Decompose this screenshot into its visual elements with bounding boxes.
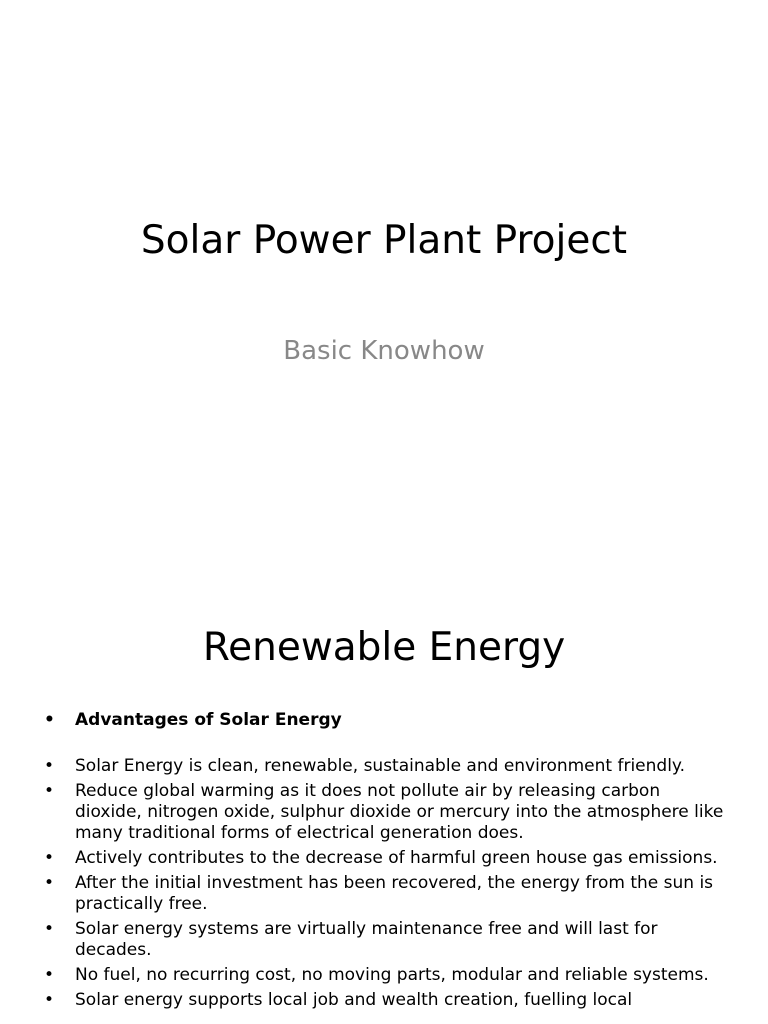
- bullet-icon: •: [44, 965, 55, 985]
- bullet-item: [42, 990, 732, 1011]
- bullet-heading-text: Advantages of Solar Energy: [75, 710, 342, 730]
- slide-heading: Renewable Energy: [202, 625, 566, 670]
- bullet-item: [42, 848, 732, 869]
- bullet-icon: •: [44, 781, 55, 801]
- bullet-item: [42, 781, 732, 844]
- bullet-text: No fuel, no recurring cost, no moving parts, modular and reliable systems.: [75, 965, 709, 985]
- bullet-text: After the initial investment has been recovered, the energy from the sun is practically free.: [75, 873, 714, 914]
- bullet-text: Solar energy supports local job and wealth creation, fuelling local: [75, 990, 633, 1010]
- bullet-icon: •: [44, 873, 55, 893]
- bullet-icon: •: [44, 919, 55, 939]
- slide-renewable-energy: [0, 576, 768, 1024]
- bullet-text: Actively contributes to the decrease of harmful green house gas emissions.: [75, 848, 718, 868]
- bullet-icon: •: [44, 990, 55, 1010]
- bullet-heading: [42, 710, 732, 731]
- bullet-text: Reduce global warming as it does not pollute air by releasing carbon dioxide, nitrogen oxide, sulphur dioxide or mercury into the atmosphere like many traditional forms of electrical generation does.: [75, 781, 724, 843]
- slide-title-heading: Solar Power Plant Project: [140, 218, 628, 263]
- slide-subtitle: Basic Knowhow: [283, 336, 485, 366]
- bullet-item: [42, 919, 732, 961]
- bullet-icon: •: [44, 756, 55, 776]
- bullet-icon: •: [44, 710, 55, 730]
- bullet-item: [42, 756, 732, 777]
- bullet-icon: •: [44, 848, 55, 868]
- bullet-item: [42, 873, 732, 915]
- bullet-list: [42, 710, 732, 1015]
- bullet-text: Solar Energy is clean, renewable, sustainable and environment friendly.: [75, 756, 685, 776]
- bullet-text: Solar energy systems are virtually maintenance free and will last for decades.: [75, 919, 658, 960]
- bullet-item: [42, 965, 732, 986]
